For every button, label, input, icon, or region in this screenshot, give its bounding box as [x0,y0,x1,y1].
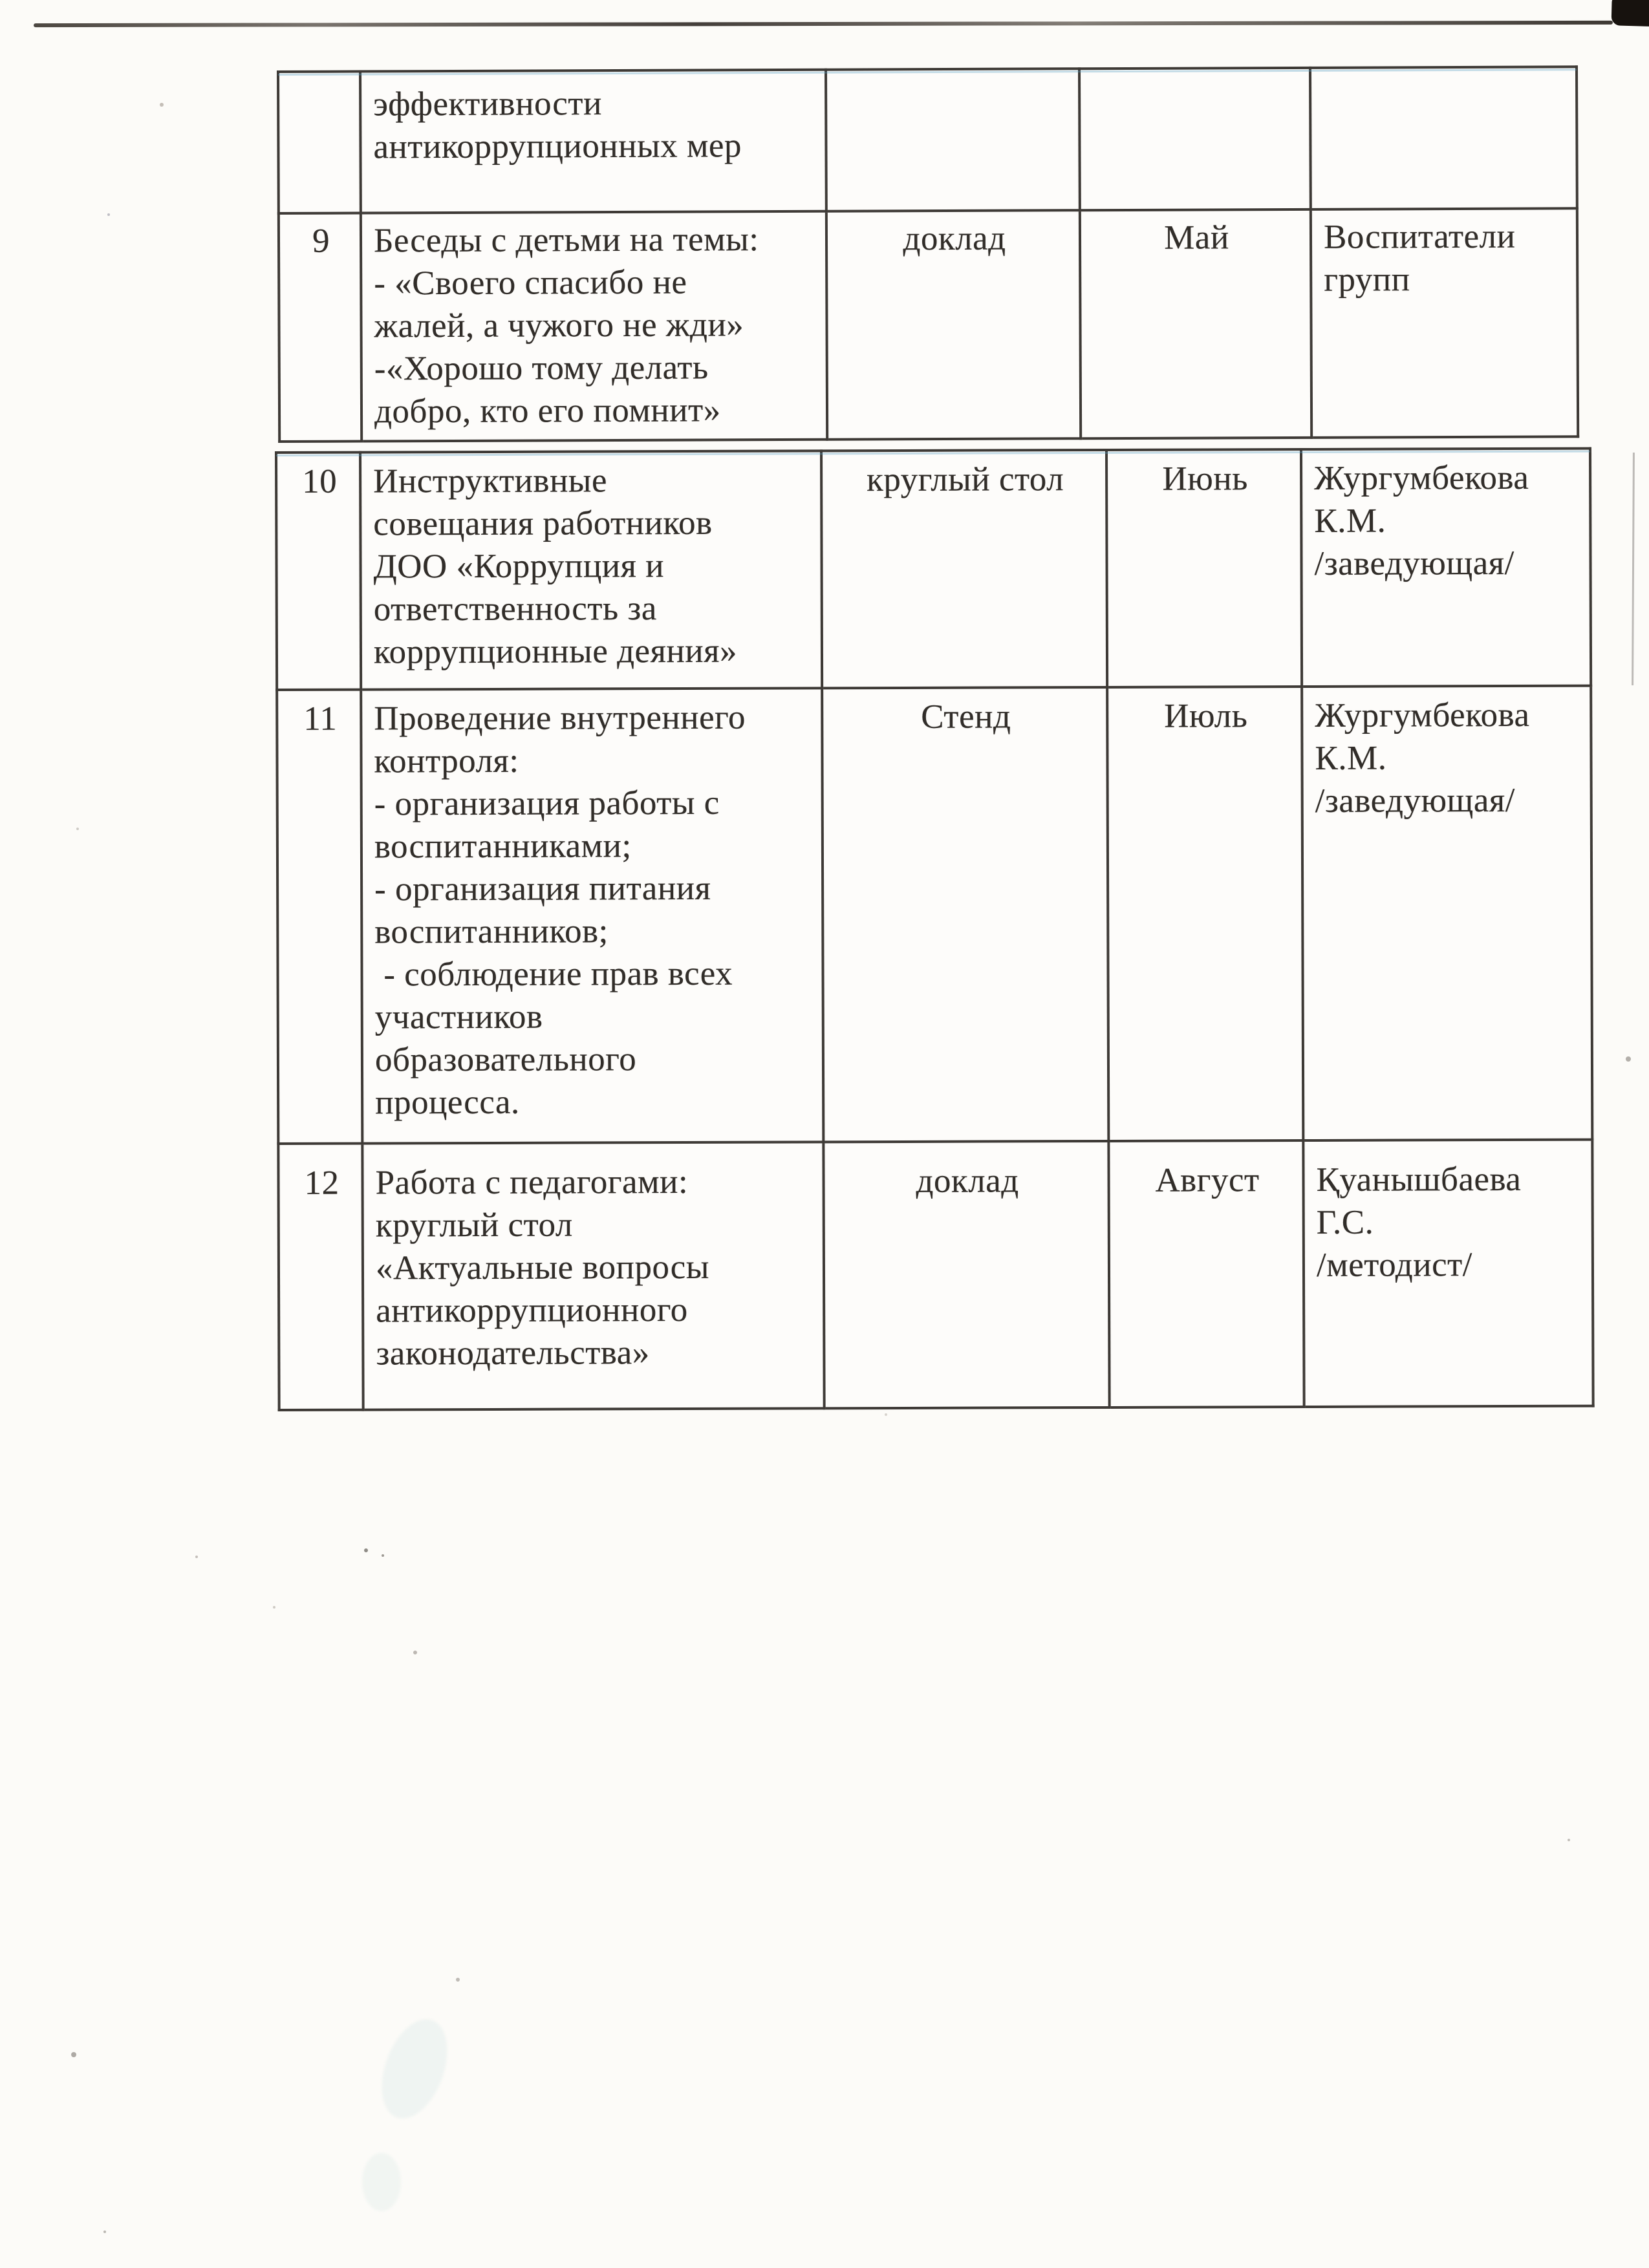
period-text: Июль [1164,697,1248,735]
scan-artifact-specks [0,0,3,3]
cell-activity [360,70,826,213]
form-text: доклад [916,1162,1019,1200]
cell-period [1106,449,1302,687]
activity-text: эффективности антикоррупционных мер [373,85,742,166]
row-number: 12 [304,1164,339,1202]
cell-responsible [1303,1140,1593,1407]
cell-form [822,687,1108,1142]
row-number: 10 [302,462,338,500]
cell-responsible [1311,208,1578,438]
scan-artifact-top-line [34,21,1613,27]
cell-period [1080,209,1311,438]
cell-period [1108,1140,1304,1407]
scan-artifact-edge-line [1632,453,1635,685]
responsible-text: Жургумбекова К.М. /заведующая/ [1314,458,1529,583]
responsible-text: Жургумбекова К.М. /заведующая/ [1315,696,1530,820]
cell-form [821,450,1107,688]
form-text: Стенд [921,698,1011,736]
cell-form [826,69,1080,211]
cell-number [279,213,361,442]
cell-responsible [1302,686,1592,1140]
cell-number [276,453,361,690]
responsible-text: Воспитатели групп [1323,217,1516,299]
cell-responsible [1310,67,1577,209]
row-number: 9 [312,222,330,260]
activity-text: Проведение внутреннего контроля: - организация работы с воспитанниками; - организация питания воспитанников; - соблюдение прав всех участников образовательного процесса. [374,698,746,1122]
plan-table-lower [275,447,1595,1411]
activity-text: Работа с педагогами: круглый стол «Актуальные вопросы антикоррупционного законодательства» [375,1162,709,1373]
cell-number [277,690,362,1144]
activity-text: Инструктивные совещания работников ДОО «Коррупция и ответственность за коррупционные деяния» [373,462,738,671]
table-row-9 [279,208,1578,442]
cell-activity [360,451,822,689]
plan-table-upper [277,65,1579,443]
period-text: Август [1155,1161,1260,1199]
form-text: круглый стол [867,460,1064,499]
table-row-12 [278,1140,1593,1410]
scan-artifact-smudge [362,2153,401,2211]
table-row-10 [276,449,1591,690]
table-row-continuation [278,67,1577,213]
cell-activity [361,688,823,1143]
table-row-11 [277,686,1592,1144]
scan-artifact-smudge [369,2010,459,2127]
form-text: доклад [903,219,1006,258]
cell-number [278,1144,363,1410]
cell-responsible [1301,449,1591,687]
cell-activity [361,211,827,442]
responsible-text: Қуанышбаева Г.С. /методист/ [1316,1160,1522,1284]
cell-form [823,1141,1109,1408]
activity-text: Беседы с детьми на темы: - «Своего спасибо не жалей, а чужого не жди» -«Хорошо тому делать добро, кто его помнит» [373,220,759,431]
row-number: 11 [303,700,338,738]
cell-number [278,72,361,213]
period-text: Июнь [1162,460,1248,498]
cell-form [826,210,1081,440]
period-text: Май [1164,219,1229,257]
scan-artifact-corner-blob [1611,0,1649,27]
cell-period [1107,687,1303,1141]
cell-period [1079,68,1311,210]
cell-activity [362,1142,824,1409]
